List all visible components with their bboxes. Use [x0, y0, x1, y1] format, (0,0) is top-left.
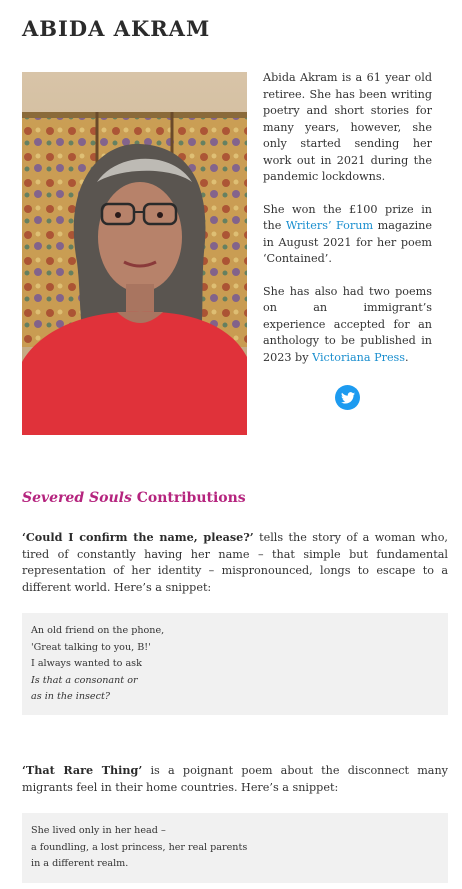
twitter-icon: [341, 392, 355, 404]
bio-paragraph-2: [263, 202, 432, 268]
contributions-heading: [22, 490, 246, 506]
author-portrait: [22, 72, 247, 435]
writers-forum-link[interactable]: Writers’ Forum: [285, 219, 374, 232]
author-bio: [263, 70, 432, 382]
contribution-1-description: [22, 529, 448, 596]
contribution-2-snippet: [22, 813, 448, 883]
bio-paragraph-2-text: She won the £100 prize in the: [263, 202, 432, 232]
bio-paragraph-1: Abida Akram is a 61 year old retiree. She has been writing poetry and short stories for many years, however, she only started sending her work out in 2021 during the pandemic lockdowns.: [263, 71, 432, 183]
contribution-1-snippet: [22, 613, 448, 715]
page-title: ABIDA AKRAM: [22, 16, 211, 41]
snippet-line: as in the insect?: [31, 691, 110, 702]
bio-paragraph-3-text: She has also had two poems on an immigrant’s experience accepted for an anthology to be published in 2023 by: [263, 284, 432, 364]
contribution-2-title: ‘That Rare Thing’: [22, 763, 143, 777]
snippet-line: An old friend on the phone,: [31, 625, 165, 636]
bio-paragraph-2-end: magazine in August 2021 for her poem ‘Contained’.: [263, 219, 432, 265]
victoriana-press-link[interactable]: Victoriana Press: [312, 350, 406, 364]
snippet-line: I always wanted to ask: [31, 658, 142, 669]
contribution-1-text: tells the story of a woman who, tired of constantly having her name – that simple but fundamental representation of her identity – mispronounced, longs to escape to a different world. Here’s a snippet:: [22, 531, 448, 594]
contribution-1-title: ‘Could I confirm the name, please?’: [22, 530, 254, 544]
snippet-line: Is that a consonant or: [31, 674, 138, 686]
snippet-line: She lived only in her head –: [31, 825, 166, 836]
snippet-line: a foundling, a lost princess, her real parents: [31, 841, 248, 853]
contribution-2-description: [22, 762, 448, 796]
snippet-line: in a different realm.: [31, 858, 129, 869]
anthology-title: Severed Souls: [22, 490, 132, 506]
snippet-line: 'Great talking to you, B!': [31, 641, 151, 653]
contributions-heading-text: Contributions: [131, 490, 246, 506]
contribution-2-text: is a poignant poem about the disconnect many migrants feel in their home countries. Here’s a snippet:: [22, 764, 448, 794]
bio-paragraph-3-end: .: [405, 350, 409, 364]
bio-paragraph-3: [263, 284, 432, 367]
twitter-button[interactable]: [335, 385, 360, 410]
